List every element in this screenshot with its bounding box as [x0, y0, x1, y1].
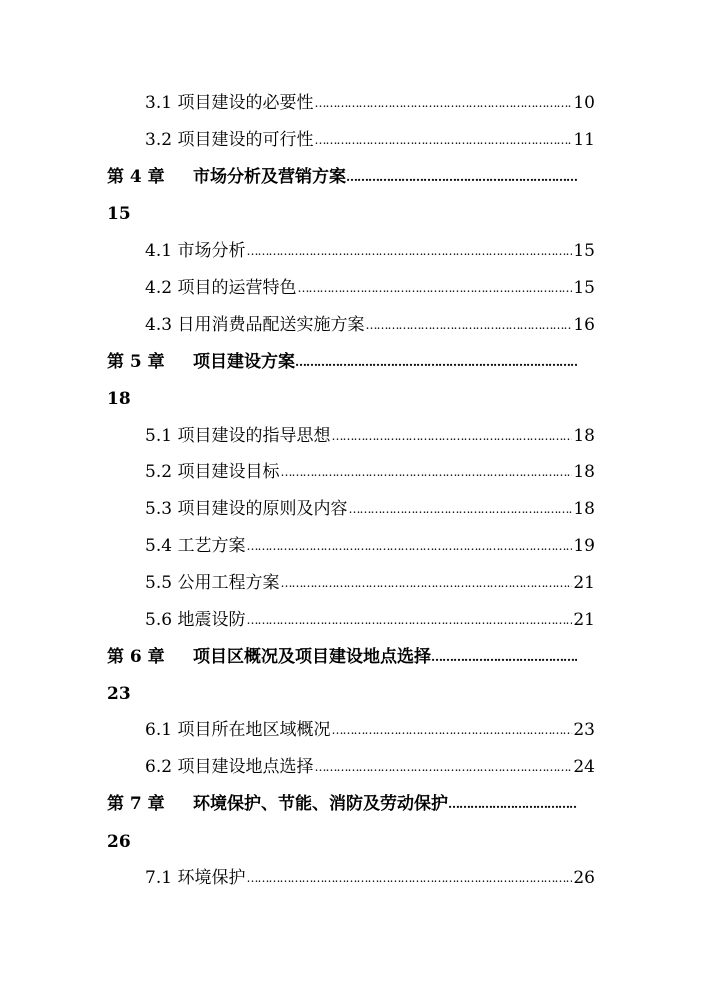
toc-chapter-6[interactable]	[107, 646, 577, 668]
toc-entry-page: 10	[573, 93, 595, 113]
toc-entry-title: 5.6 地震设防	[145, 610, 246, 630]
dot-leader	[314, 756, 572, 778]
chapter-number: 第 4 章	[107, 167, 165, 187]
toc-entry-5-5[interactable]	[145, 572, 595, 594]
toc-entry-3-2[interactable]	[145, 129, 595, 151]
chapter-title: 环境保护、节能、消防及劳动保护	[193, 794, 448, 814]
toc-entry-page: 19	[573, 536, 595, 556]
toc-entry-3-1[interactable]	[145, 92, 595, 114]
toc-entry-page: 18	[573, 499, 595, 519]
toc-entry-page: 11	[573, 130, 595, 150]
toc-entry-page: 21	[573, 610, 595, 630]
toc-entry-page: 18	[573, 426, 595, 446]
toc-entry-title: 5.1 项目建设的指导思想	[145, 426, 331, 446]
toc-entry-4-1[interactable]	[145, 240, 595, 262]
chapter-title: 市场分析及营销方案	[193, 167, 346, 187]
toc-entry-title: 3.2 项目建设的可行性	[145, 130, 314, 150]
toc-entry-7-1[interactable]	[145, 867, 595, 889]
toc-chapter-7[interactable]	[107, 793, 577, 815]
toc-entry-page: 15	[573, 278, 595, 298]
dot-leader	[346, 166, 577, 188]
toc-entry-page: 23	[573, 720, 595, 740]
dot-leader	[246, 535, 572, 557]
dot-leader	[348, 498, 572, 520]
dot-leader	[365, 314, 572, 336]
toc-chapter-5[interactable]	[107, 351, 577, 373]
toc-entry-page: 26	[573, 868, 595, 888]
toc-entry-title: 4.3 日用消费品配送实施方案	[145, 315, 365, 335]
toc-entry-5-6[interactable]	[145, 609, 595, 631]
dot-leader	[331, 719, 572, 741]
chapter-number: 第 5 章	[107, 352, 165, 372]
toc-entry-page: 18	[573, 462, 595, 482]
dot-leader	[295, 351, 577, 373]
toc-entry-title: 6.1 项目所在地区域概况	[145, 720, 331, 740]
toc-entry-6-2[interactable]	[145, 756, 595, 778]
chapter-page: 18	[107, 389, 131, 409]
chapter-title: 项目区概况及项目建设地点选择	[193, 647, 431, 667]
toc-entry-title: 3.1 项目建设的必要性	[145, 93, 314, 113]
dot-leader	[314, 129, 572, 151]
dot-leader	[431, 646, 577, 668]
toc-entry-title: 7.1 环境保护	[145, 868, 246, 888]
toc-entry-5-1[interactable]	[145, 425, 595, 447]
toc-entry-4-2[interactable]	[145, 277, 595, 299]
toc-entry-page: 15	[573, 241, 595, 261]
dot-leader	[280, 572, 572, 594]
toc-entry-page: 16	[573, 315, 595, 335]
toc-entry-6-1[interactable]	[145, 719, 595, 741]
toc-entry-title: 5.2 项目建设目标	[145, 462, 280, 482]
toc-entry-4-3[interactable]	[145, 314, 595, 336]
toc-entry-5-3[interactable]	[145, 498, 595, 520]
dot-leader	[314, 92, 572, 114]
chapter-number: 第 6 章	[107, 647, 165, 667]
dot-leader	[246, 240, 572, 262]
toc-entry-title: 4.1 市场分析	[145, 241, 246, 261]
toc-entry-title: 4.2 项目的运营特色	[145, 278, 297, 298]
chapter-number: 第 7 章	[107, 794, 165, 814]
chapter-page: 26	[107, 832, 131, 852]
toc-entry-title: 6.2 项目建设地点选择	[145, 757, 314, 777]
dot-leader	[246, 609, 572, 631]
dot-leader	[331, 425, 572, 447]
dot-leader	[280, 461, 572, 483]
toc-entry-page: 21	[573, 573, 595, 593]
toc-entry-page: 24	[573, 757, 595, 777]
chapter-page: 15	[107, 204, 131, 224]
dot-leader	[448, 793, 577, 815]
toc-chapter-4[interactable]	[107, 166, 577, 188]
chapter-title: 项目建设方案	[193, 352, 295, 372]
toc-entry-title: 5.3 项目建设的原则及内容	[145, 499, 348, 519]
toc-entry-5-4[interactable]	[145, 535, 595, 557]
dot-leader	[297, 277, 572, 299]
dot-leader	[246, 867, 572, 889]
chapter-page: 23	[107, 684, 131, 704]
toc-entry-5-2[interactable]	[145, 461, 595, 483]
toc-entry-title: 5.5 公用工程方案	[145, 573, 280, 593]
toc-entry-title: 5.4 工艺方案	[145, 536, 246, 556]
